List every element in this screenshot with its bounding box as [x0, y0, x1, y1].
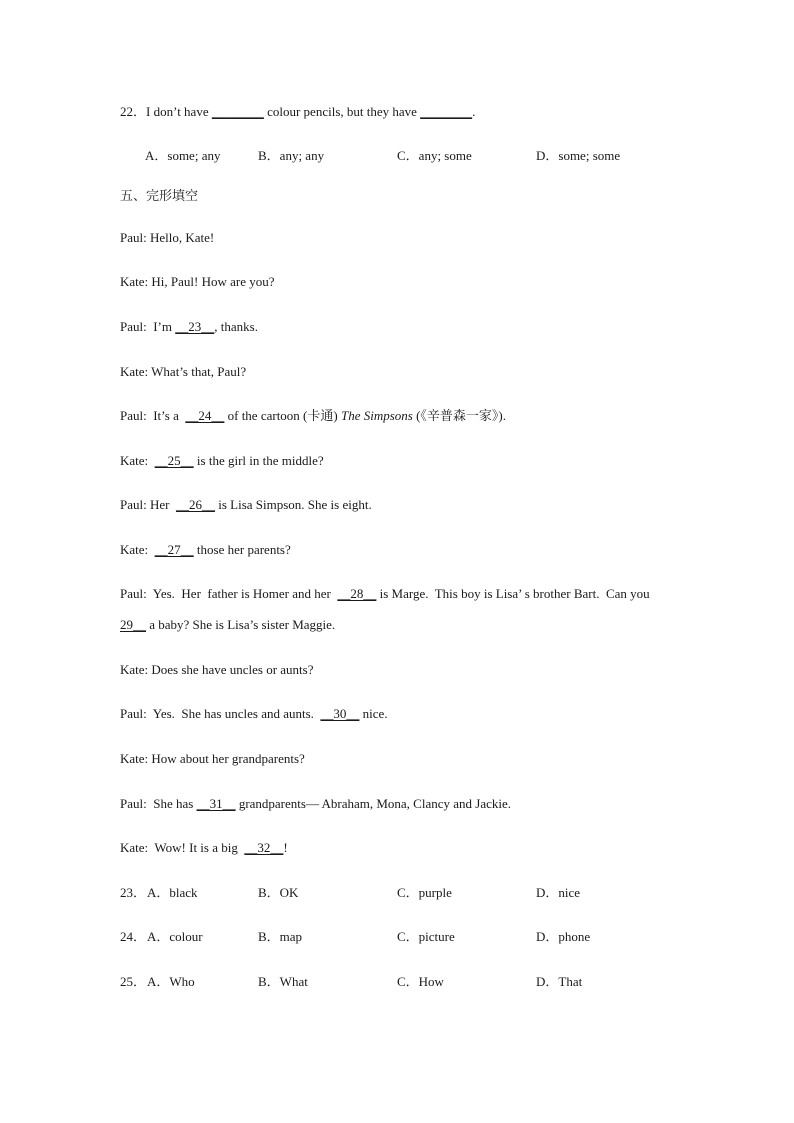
- dialogue-text: those her parents?: [193, 542, 291, 557]
- blank-27: __27__: [154, 542, 194, 557]
- dialogue-text: of the cartoon (卡通): [224, 408, 341, 423]
- option-d: D．That: [536, 974, 583, 989]
- option-a: A．black: [147, 885, 198, 900]
- dialogue-text: is Lisa Simpson. She is eight.: [214, 497, 372, 512]
- dialogue-text: Paul: Her: [120, 497, 176, 512]
- dialogue-text: , thanks.: [214, 319, 258, 334]
- question-number: 25．: [120, 974, 147, 989]
- dialogue-text: Kate:: [120, 453, 155, 468]
- dialogue-text: Paul: Yes. Her father is Homer and her: [120, 586, 338, 601]
- dialogue-line: [120, 542, 291, 558]
- blank-30: __30__: [320, 706, 360, 721]
- dialogue-line: [120, 617, 335, 633]
- question-number: 23．: [120, 885, 147, 900]
- dialogue-line: [120, 840, 288, 856]
- blank-29: 29__: [120, 617, 146, 632]
- question-text: I don’t have: [146, 104, 212, 119]
- option-b: B．any; any: [258, 148, 325, 163]
- option-b: B．map: [258, 929, 303, 944]
- option-d: D．some; some: [536, 148, 621, 163]
- dialogue-line: Kate: Hi, Paul! How are you?: [120, 274, 275, 289]
- dialogue-text: nice.: [359, 706, 388, 721]
- option-b: B．OK: [258, 885, 299, 900]
- option-c: C．How: [397, 974, 444, 989]
- question-text: .: [472, 104, 476, 119]
- option-c: C．picture: [397, 929, 455, 944]
- blank-25: __25__: [154, 453, 194, 468]
- option-d: D．phone: [536, 929, 591, 944]
- question-number: 22．: [120, 104, 147, 119]
- option-c: C．purple: [397, 885, 452, 900]
- dialogue-text: is the girl in the middle?: [193, 453, 324, 468]
- option-a: A．some; any: [145, 148, 221, 163]
- dialogue-text: Paul: It’s a: [120, 408, 186, 423]
- dialogue-line: [120, 706, 388, 722]
- dialogue-line: [120, 453, 324, 469]
- blank-28: __28__: [337, 586, 377, 601]
- dialogue-text: a baby? She is Lisa’s sister Maggie.: [146, 617, 336, 632]
- blank: ________: [211, 104, 264, 119]
- dialogue-line: Kate: Does she have uncles or aunts?: [120, 662, 314, 677]
- dialogue-text: Kate:: [120, 542, 155, 557]
- option-d: D．nice: [536, 885, 581, 900]
- dialogue-line: Paul: Hello, Kate!: [120, 230, 215, 245]
- blank-32: __32__: [244, 840, 284, 855]
- dialogue-text: Paul: Yes. She has uncles and aunts.: [120, 706, 321, 721]
- dialogue-text: grandparents— Abraham, Mona, Clancy and Jackie.: [235, 796, 512, 811]
- dialogue-line: [120, 319, 258, 335]
- dialogue-text: Paul: I’m: [120, 319, 176, 334]
- dialogue-line: [120, 408, 506, 424]
- question-22: [120, 104, 475, 120]
- dialogue-text: (《辛普森一家》).: [412, 408, 507, 423]
- dialogue-text: Kate: Wow! It is a big: [120, 840, 245, 855]
- dialogue-line: [120, 497, 372, 513]
- blank-23: __23__: [175, 319, 215, 334]
- dialogue-line: [120, 586, 650, 602]
- dialogue-line: Kate: What’s that, Paul?: [120, 364, 247, 379]
- question-number: 24．: [120, 929, 147, 944]
- blank-26: __26__: [175, 497, 215, 512]
- section-title: 五、完形填空: [120, 189, 199, 204]
- question-text: colour pencils, but they have: [263, 104, 421, 119]
- dialogue-text: is Marge. This boy is Lisa’ s brother Bart. Can you: [376, 586, 650, 601]
- cartoon-title: The Simpsons: [340, 408, 413, 423]
- option-a: A．Who: [147, 974, 195, 989]
- dialogue-line: [120, 796, 511, 812]
- option-a: A．colour: [147, 929, 203, 944]
- option-c: C．any; some: [397, 148, 472, 163]
- blank-24: __24__: [185, 408, 225, 423]
- option-b: B．What: [258, 974, 308, 989]
- blank-31: __31__: [196, 796, 236, 811]
- dialogue-line: Kate: How about her grandparents?: [120, 751, 305, 766]
- blank: ________: [420, 104, 473, 119]
- dialogue-text: !: [283, 840, 288, 855]
- dialogue-text: Paul: She has: [120, 796, 197, 811]
